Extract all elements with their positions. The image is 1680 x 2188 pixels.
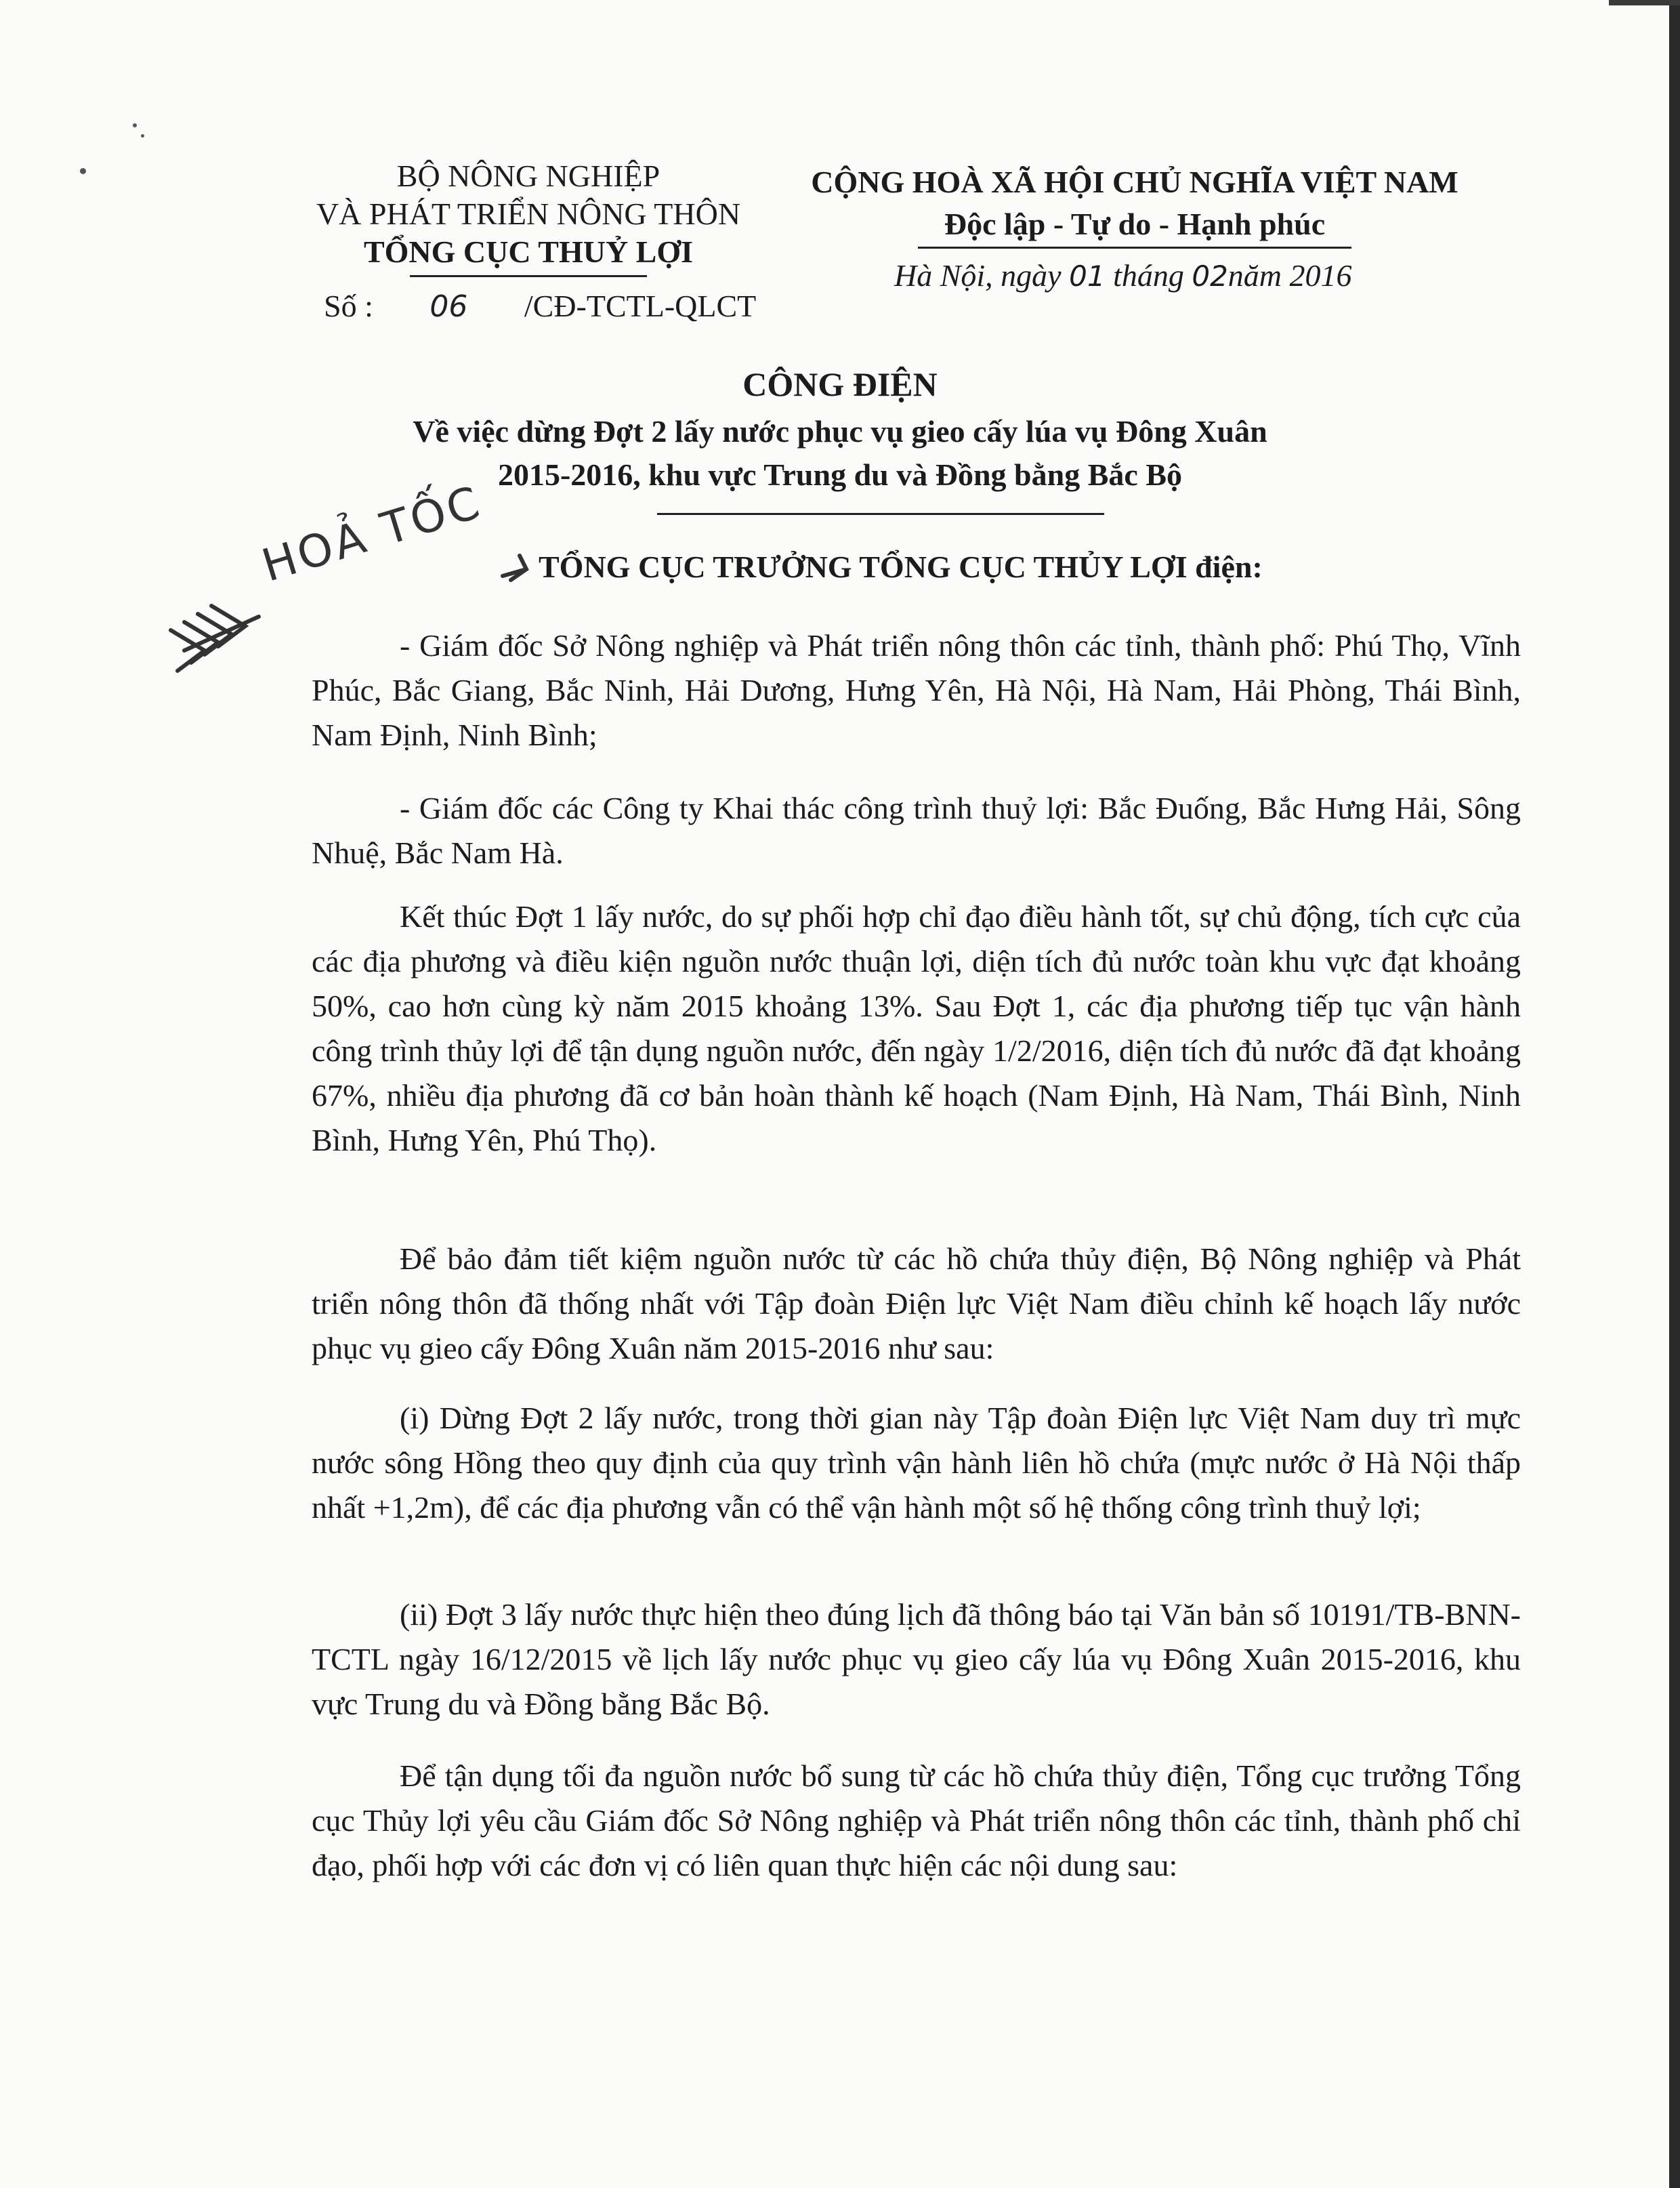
document-subtitle bbox=[271, 410, 1409, 497]
sender-line: TỔNG CỤC TRƯỞNG TỔNG CỤC THỦY LỢI điện: bbox=[539, 550, 1263, 584]
document-number bbox=[324, 288, 756, 324]
paragraph-request-text: Để tận dụng tối đa nguồn nước bổ sung từ các hồ chứa thủy điện, Tổng cục trưởng Tổng cục Thủy lợi yêu cầu Giám đốc Sở Nông nghiệp và Phát triển nông thôn các tỉnh, thành phố chỉ đạo, phối hợp với các đơn vị có liên quan thực hiện các nội dung sau: bbox=[312, 1758, 1521, 1882]
paragraph-request bbox=[312, 1754, 1521, 1888]
ministry-line-2: VÀ PHÁT TRIỂN NÔNG THÔN bbox=[316, 197, 741, 231]
department-name: TỔNG CỤC THUỶ LỢI bbox=[363, 234, 694, 269]
subtitle-line-2: 2015-2016, khu vực Trung du và Đồng bằng Bắc Bộ bbox=[497, 457, 1183, 492]
item-i-text: (i) Dừng Đợt 2 lấy nước, trong thời gian này Tập đoàn Điện lực Việt Nam duy trì mực nước sông Hồng theo quy định của quy trình vận hành liên hồ chứa (mực nước ở Hà Nội thấp nhất +1,2m), để các địa phương vẫn có thể vận hành một số hệ thống công trình thuỷ lợi; bbox=[312, 1401, 1521, 1525]
number-label: Số : bbox=[324, 289, 373, 323]
scan-edge-right bbox=[1669, 0, 1680, 2188]
paragraph-situation-text: Kết thúc Đợt 1 lấy nước, do sự phối hợp chỉ đạo điều hành tốt, sự chủ động, tích cực của các địa phương và điều kiện nguồn nước thuận lợi, diện tích đủ nước toàn khu vực đạt khoảng 50%, cao hơn cùng kỳ năm 2015 khoảng 13%. Sau Đợt 1, các địa phương tiếp tục vận hành công trình thủy lợi để tận dụng nguồn nước, đến ngày 1/2/2016, diện tích đủ nước đã đạt khoảng 67%, nhiều địa phương đã cơ bản hoàn thành kế hoạch (Nam Định, Hà Nam, Thái Bình, Ninh Bình, Hưng Yên, Phú Thọ). bbox=[312, 899, 1521, 1157]
motto-underline bbox=[918, 247, 1351, 249]
paragraph-adjustment bbox=[312, 1237, 1521, 1371]
paragraph-situation bbox=[312, 894, 1521, 1163]
document-title: CÔNG ĐIỆN bbox=[742, 365, 938, 403]
ministry-line-1: BỘ NÔNG NGHIỆP bbox=[396, 159, 660, 193]
urgent-stamp-text: HOẢ TỐC bbox=[256, 476, 488, 592]
title-underline bbox=[657, 513, 1104, 515]
nation-name: CỘNG HOÀ XÃ HỘI CHỦ NGHĨA VIỆT NAM bbox=[811, 165, 1458, 199]
scan-speck bbox=[80, 168, 86, 174]
item-ii-text: (ii) Đợt 3 lấy nước thực hiện theo đúng lịch đã thông báo tại Văn bản số 10191/TB-BNN-TCTL ngày 16/12/2015 về lịch lấy nước phục vụ gieo cấy lúa vụ Đông Xuân 2015-2016, khu vực Trung du và Đồng bằng Bắc Bộ. bbox=[312, 1597, 1521, 1721]
recipients-companies-text: - Giám đốc các Công ty Khai thác công trình thuỷ lợi: Bắc Đuống, Bắc Hưng Hải, Sông Nhuệ, Bắc Nam Hà. bbox=[312, 791, 1521, 870]
issue-date bbox=[894, 257, 1352, 293]
number-value: 06 bbox=[429, 289, 468, 324]
date-month: 02 bbox=[1192, 260, 1228, 293]
date-prefix: Hà Nội, ngày bbox=[894, 258, 1062, 293]
recipients-provinces-text: - Giám đốc Sở Nông nghiệp và Phát triển nông thôn các tỉnh, thành phố: Phú Thọ, Vĩnh Phúc, Bắc Giang, Bắc Ninh, Hải Dương, Hưng Yên, Hà Nội, Hà Nam, Hải Phòng, Thái Bình, Nam Định, Ninh Bình; bbox=[312, 628, 1521, 752]
recipients-companies bbox=[312, 786, 1521, 875]
nation-block bbox=[793, 161, 1477, 249]
paragraph-adjustment-text: Để bảo đảm tiết kiệm nguồn nước từ các hồ chứa thủy điện, Bộ Nông nghiệp và Phát triển nông thôn đã thống nhất với Tập đoàn Điện lực Việt Nam điều chỉnh kế hoạch lấy nước phục vụ gieo cấy Đông Xuân năm 2015-2016 như sau: bbox=[312, 1241, 1521, 1365]
date-day: 01 bbox=[1069, 260, 1106, 293]
item-i bbox=[312, 1396, 1521, 1530]
national-motto: Độc lập - Tự do - Hạnh phúc bbox=[944, 207, 1326, 241]
date-year: năm 2016 bbox=[1227, 258, 1352, 293]
item-ii bbox=[312, 1592, 1521, 1727]
date-month-label: tháng bbox=[1113, 258, 1184, 293]
scan-speck bbox=[141, 134, 144, 138]
scan-speck bbox=[133, 123, 137, 127]
number-suffix: /CĐ-TCTL-QLCT bbox=[524, 289, 757, 323]
issuer-underline bbox=[410, 275, 647, 277]
scan-edge-top bbox=[1609, 0, 1680, 5]
subtitle-line-1: Về việc dừng Đợt 2 lấy nước phục vụ gieo cấy lúa vụ Đông Xuân bbox=[413, 414, 1267, 449]
recipients-provinces bbox=[312, 623, 1521, 758]
issuer-block bbox=[291, 157, 765, 277]
